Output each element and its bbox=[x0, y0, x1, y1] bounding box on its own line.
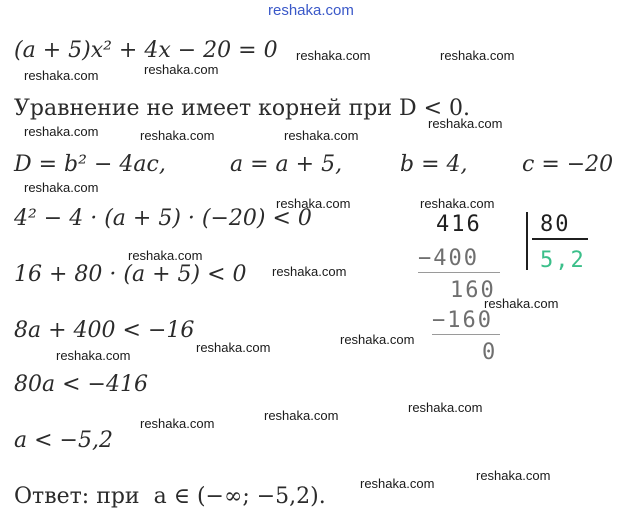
watermark-top: reshaka.com bbox=[268, 2, 354, 19]
discriminant-formula: D = b² − 4ac, bbox=[14, 152, 166, 177]
equation-line: (a + 5)x² + 4x − 20 = 0 bbox=[14, 38, 278, 63]
watermark: reshaka.com bbox=[128, 248, 203, 263]
division-subtrahend-1: −400 bbox=[418, 246, 479, 271]
inequality-step-4: 80a < −416 bbox=[14, 372, 148, 397]
division-bar-horizontal bbox=[532, 238, 588, 240]
watermark: reshaka.com bbox=[24, 68, 99, 83]
watermark: reshaka.com bbox=[360, 476, 435, 491]
watermark: reshaka.com bbox=[276, 196, 351, 211]
division-remainder-1: 160 bbox=[450, 278, 496, 303]
watermark: reshaka.com bbox=[420, 196, 495, 211]
watermark: reshaka.com bbox=[56, 348, 131, 363]
watermark: reshaka.com bbox=[140, 128, 215, 143]
watermark: reshaka.com bbox=[284, 128, 359, 143]
watermark: reshaka.com bbox=[24, 180, 99, 195]
condition-text: Уравнение не имеет корней при D < 0. bbox=[14, 96, 471, 121]
division-subtrahend-2: −160 bbox=[432, 308, 493, 333]
coefficient-b: b = 4, bbox=[400, 152, 468, 177]
watermark: reshaka.com bbox=[196, 340, 271, 355]
division-quotient: 5,2 bbox=[540, 248, 586, 273]
inequality-step-3: 8a + 400 < −16 bbox=[14, 318, 195, 343]
watermark: reshaka.com bbox=[428, 116, 503, 131]
inequality-step-5: a < −5,2 bbox=[14, 428, 113, 453]
watermark: reshaka.com bbox=[340, 332, 415, 347]
watermark: reshaka.com bbox=[476, 468, 551, 483]
watermark: reshaka.com bbox=[144, 62, 219, 77]
watermark: reshaka.com bbox=[272, 264, 347, 279]
division-remainder-2: 0 bbox=[482, 340, 498, 365]
division-divisor: 80 bbox=[540, 212, 571, 237]
watermark: reshaka.com bbox=[264, 408, 339, 423]
watermark: reshaka.com bbox=[24, 124, 99, 139]
watermark: reshaka.com bbox=[140, 416, 215, 431]
coefficient-c: c = −20 bbox=[522, 152, 614, 177]
inequality-step-2: 16 + 80 · (a + 5) < 0 bbox=[14, 262, 247, 287]
inequality-step-1: 4² − 4 · (a + 5) · (−20) < 0 bbox=[14, 206, 312, 231]
watermark: reshaka.com bbox=[408, 400, 483, 415]
division-bar-vertical bbox=[526, 212, 528, 270]
coefficient-a: a = a + 5, bbox=[230, 152, 343, 177]
division-dividend: 416 bbox=[436, 212, 482, 237]
division-rule-2 bbox=[432, 334, 500, 335]
watermark: reshaka.com bbox=[440, 48, 515, 63]
answer-text: Ответ: при a ∈ (−∞; −5,2). bbox=[14, 484, 326, 509]
watermark: reshaka.com bbox=[484, 296, 559, 311]
division-rule-1 bbox=[418, 272, 500, 273]
watermark: reshaka.com bbox=[296, 48, 371, 63]
